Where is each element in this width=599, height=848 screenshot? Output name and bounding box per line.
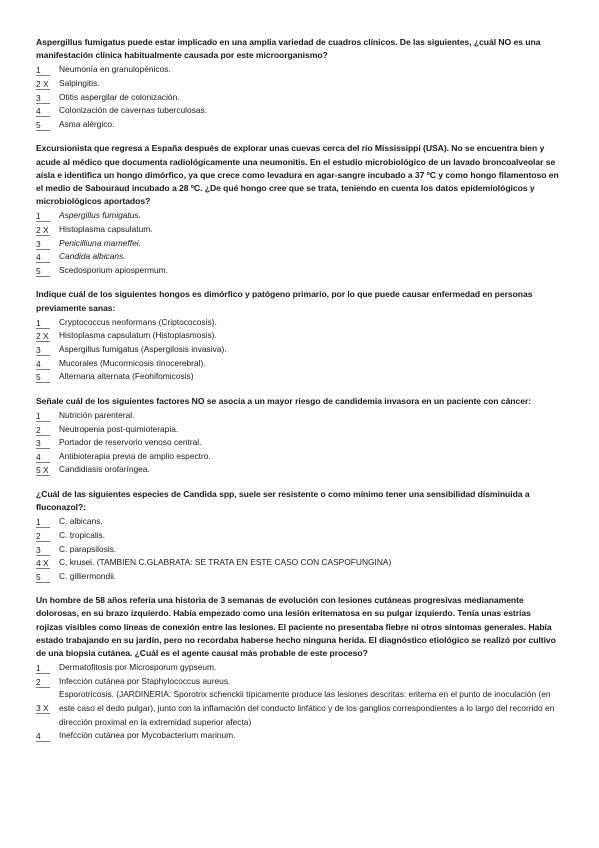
option-mark: 1	[36, 410, 50, 422]
option-text: Candidiasis orofaríngea.	[59, 464, 150, 475]
option-text: Infección cutánea por Staphylococcus aureus.	[59, 675, 231, 686]
option-text: Neutropenia post-quimioterapia.	[59, 423, 179, 434]
option-mark: 1	[36, 210, 50, 222]
question-text: Excursionista que regresa a España después de explorar unas cuevas cerca del río Mississippi (USA). No se encuentra bien y acude al médico que documenta radiológicamente una neumonitis. En el estudio microbiológico de un lavado broncoalveolar se aísla e identifica un hongo dimórfico, ya que crece como levadura en agar-sangre incubado a 37 ºC y como hongo filamentoso en el medio de Sabouraud incubado a 28 ºC. ¿De qué hongo cree que se trata, teniendo en cuenta los datos epidemiológicos y microbiológicos aportados?	[36, 143, 559, 207]
option-mark: 2 X	[36, 224, 49, 235]
option-text: Inefcción cutánea por Mycobacterium marinum.	[59, 730, 236, 741]
option-mark: 2 X	[36, 79, 49, 89]
option-text: Penicilliuna marneffei.	[59, 237, 141, 248]
option-mark: 2 X	[36, 331, 49, 342]
option-text: Histoplasma capsulatum.	[59, 223, 153, 234]
option-mark: 5	[36, 571, 50, 583]
option-mark: 5 X	[36, 465, 49, 476]
option-text: Aspergillus fumigatus.	[59, 210, 141, 221]
answer-option[interactable]	[36, 357, 559, 371]
question-text: ¿Cuál de las siguientes especies de Candida spp, suele ser resistente o como mínimo tener una sensibilidad disminuida a fluconazol?:	[36, 488, 530, 513]
answer-option[interactable]	[36, 688, 559, 729]
answer-option[interactable]	[36, 329, 559, 343]
option-text: C. tropicalis.	[59, 529, 106, 540]
option-text: Dermatofitosis por Microsporum gypseum.	[59, 662, 217, 673]
question-2	[36, 142, 559, 277]
question-1	[36, 36, 559, 131]
answer-option[interactable]	[36, 543, 559, 557]
option-text: Candida albicans.	[59, 251, 126, 262]
option-text: Antibioterapia previa de amplio espectro.	[59, 450, 211, 461]
answer-option[interactable]	[36, 515, 559, 529]
option-mark: 3	[36, 544, 50, 556]
answer-option[interactable]	[36, 316, 559, 330]
option-text: Salpingitis.	[59, 78, 100, 88]
option-text: C. albicans.	[59, 516, 103, 527]
option-mark: 4	[36, 730, 50, 742]
question-text: Aspergillus fumigatus puede estar implicado en una amplia variedad de cuadros clínicos. De las siguientes, ¿cuál NO es una manifestación clínica habitualmente causada por este microorganismo?	[36, 37, 541, 61]
option-text: C. gilliermondii.	[59, 570, 117, 581]
answer-option[interactable]	[36, 343, 559, 357]
answer-option[interactable]	[36, 104, 559, 118]
option-text: Nutrición parenteral.	[59, 409, 135, 420]
question-text: Indique cuál de los siguientes hongos es dimórfico y patógeno primario, por lo que puede causar enfermedad en personas previamente sanas:	[36, 289, 533, 313]
answer-option[interactable]	[36, 463, 559, 477]
answer-option[interactable]	[36, 91, 559, 105]
question-5	[36, 488, 559, 583]
answer-option[interactable]	[36, 77, 559, 91]
option-text: Otitis aspergilar de colonización.	[59, 91, 180, 102]
option-mark: 3	[36, 344, 50, 356]
option-text: Aspergillus fumigatus (Aspergilosis invasiva).	[59, 343, 227, 354]
answer-option[interactable]	[36, 729, 559, 743]
option-mark: 1	[36, 317, 50, 329]
option-text: Histoplasma capsulatum (Histoplasmosis).	[59, 330, 217, 341]
answer-option[interactable]	[36, 63, 559, 77]
option-mark: 4 X	[36, 558, 49, 569]
answer-option[interactable]	[36, 450, 559, 464]
question-text: Señale cuál de los siguientes factores NO se asocia a un mayor riesgo de candidemia invasora en un paciente con cáncer:	[36, 395, 532, 406]
option-text: Portador de reservorio venoso central.	[59, 437, 202, 448]
answer-option[interactable]	[36, 237, 559, 251]
option-mark: 4	[36, 358, 50, 370]
question-4	[36, 395, 559, 477]
option-mark: 3	[36, 437, 50, 449]
option-text: Asma alérgico.	[59, 118, 115, 129]
answer-option[interactable]	[36, 118, 559, 132]
option-text: Esporotricosis. (JARDINERIA: Sporotrix schenckii típicamente produce las lesiones descritas: eritema en el punto de inoculación (en este caso el dedo pulgar), junto con la inflamación del conducto linfático y de los ganglios correspondientes a lo largo del recorrido en dirección proximal en la extremidad superior afecta)	[59, 689, 555, 727]
question-3	[36, 288, 559, 383]
option-text: Colonización de cavernas tuberculosas.	[59, 105, 208, 116]
option-mark: 2	[36, 676, 50, 688]
option-mark: 1	[36, 64, 50, 76]
option-mark: 5	[36, 265, 50, 277]
answer-option[interactable]	[36, 556, 559, 570]
option-mark: 4	[36, 451, 50, 463]
question-text: Un hombre de 58 años refería una historia de 3 semanas de evolución con lesiones cutáneas progresivas medianamente dolorosas, en su brazo izquierdo. Había empezado como una lesión eritematosa en su pulgar izquierdo. Tenía unas estrías rojizas visibles como líneas de conexión entre las lesiones. El paciente no presentaba fiebre ni otros síntomas generales. Había estado trabajando en su jardín, pero no recordaba haberse hecho ninguna herida. El diagnóstico etiológico se realizó por cultivo de una biopsia cutánea. ¿Cuál es el agente causal más probable de este proceso?	[36, 595, 556, 659]
option-mark: 4	[36, 105, 50, 117]
option-text: Mucorales (Mucormicosis rinocerebral).	[59, 357, 206, 368]
answer-option[interactable]	[36, 250, 559, 264]
option-text: C. parapsilosis.	[59, 543, 117, 554]
answer-option[interactable]	[36, 661, 559, 675]
answer-option[interactable]	[36, 529, 559, 543]
answer-option[interactable]	[36, 436, 559, 450]
option-text: Neumonía en granulopénicos.	[59, 64, 171, 75]
answer-option[interactable]	[36, 370, 559, 384]
answer-option[interactable]	[36, 264, 559, 278]
answer-option[interactable]	[36, 570, 559, 584]
option-text: Cryptococcus neoformans (Criptococosis).	[59, 316, 217, 327]
option-text: Scedosporium apiospermum.	[59, 264, 168, 275]
option-mark: 3	[36, 92, 50, 104]
answer-option[interactable]	[36, 675, 559, 689]
option-text: C, krusei. (TAMBIEN C.GLABRATA: SE TRATA EN ESTE CASO CON CASPOFUNGINA)	[59, 557, 392, 568]
option-mark: 3 X	[36, 703, 49, 714]
option-text: Alternaria alternata (Feohifomicosis)	[59, 371, 194, 382]
answer-option[interactable]	[36, 409, 559, 423]
question-6	[36, 594, 559, 743]
option-mark: 2	[36, 530, 50, 542]
option-mark: 1	[36, 662, 50, 674]
option-mark: 5	[36, 119, 50, 131]
option-mark: 4	[36, 251, 50, 263]
option-mark: 1	[36, 516, 50, 528]
option-mark: 3	[36, 238, 50, 250]
answer-option[interactable]	[36, 423, 559, 437]
answer-option[interactable]	[36, 223, 559, 237]
option-mark: 5	[36, 371, 50, 383]
answer-option[interactable]	[36, 209, 559, 223]
option-mark: 2	[36, 424, 50, 436]
